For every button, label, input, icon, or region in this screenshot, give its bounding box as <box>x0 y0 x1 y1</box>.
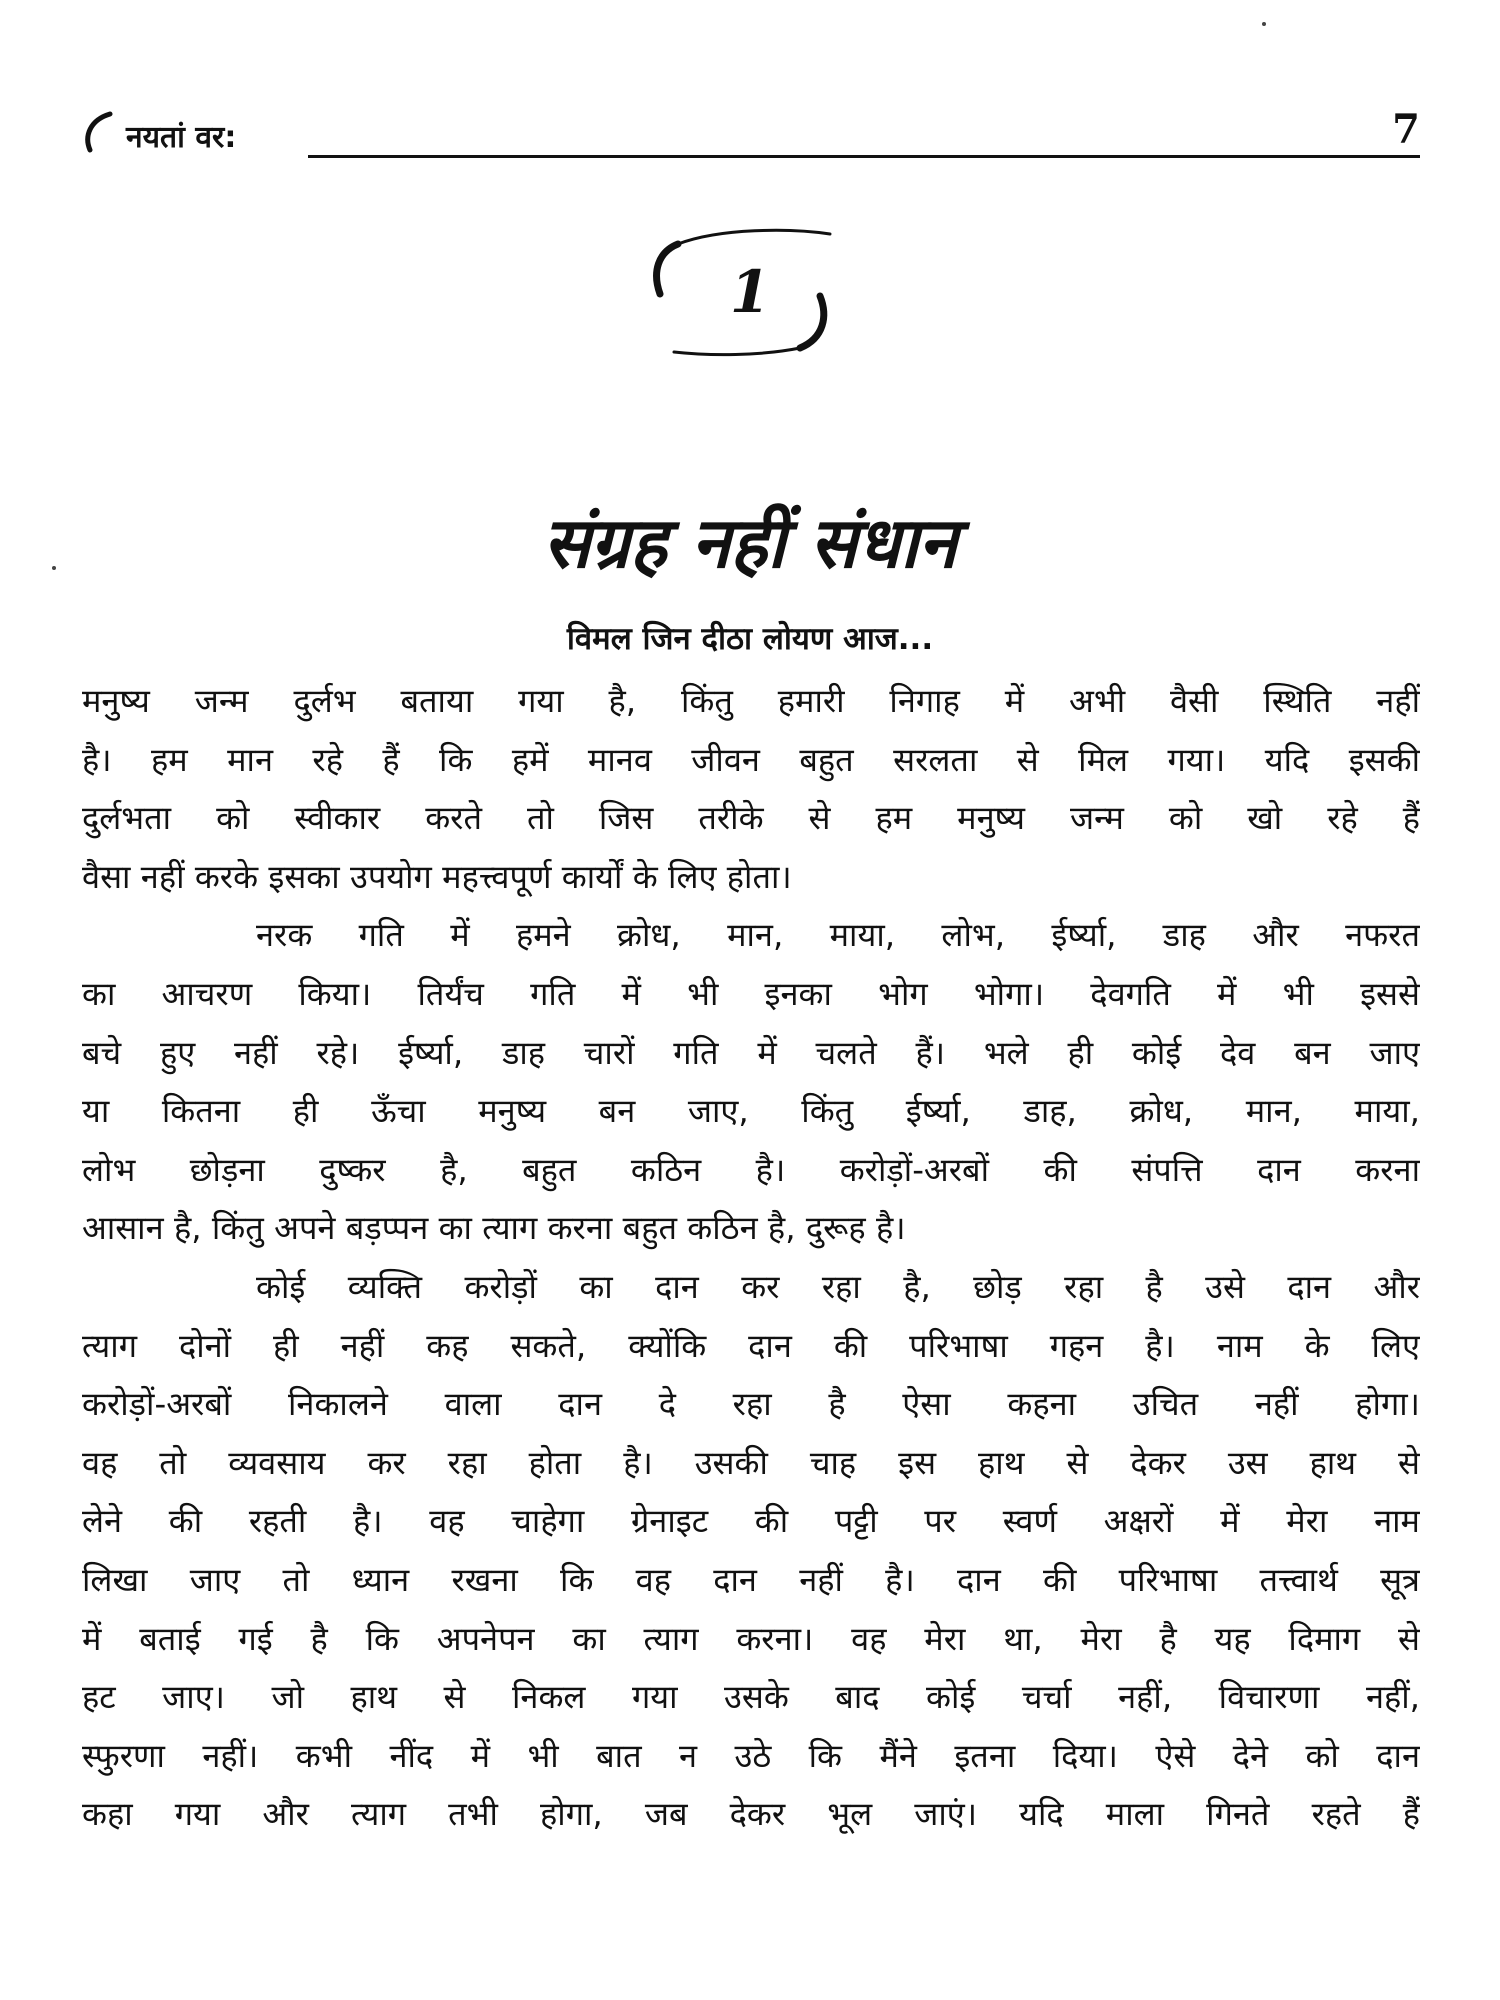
chapter-epigraph: विमल जिन दीठा लोयण आज... <box>566 621 934 657</box>
paragraph-1 <box>82 672 1420 906</box>
text-line: वैसा नहीं करके इसका उपयोग महत्त्वपूर्ण कार्यों के लिए होता। <box>82 857 792 896</box>
running-header-title: नयतां वर: <box>126 120 237 155</box>
text-line: स्फुरणा नहीं। कभी नींद में भी बात न उठे कि मैंने इतना दिया। ऐसे देने को दान <box>82 1736 1420 1775</box>
text-line: का आचरण किया। तिर्यंच गति में भी इनका भोग भोगा। देवगति में भी इससे <box>82 974 1420 1013</box>
text-line: लेने की रहती है। वह चाहेगा ग्रेनाइट की पट्टी पर स्वर्ण अक्षरों में मेरा नाम <box>82 1502 1420 1541</box>
paragraph-2 <box>82 906 1420 1258</box>
paragraph-3 <box>82 1258 1420 1844</box>
running-header <box>80 108 1420 164</box>
text-line: में बताई गई है कि अपनेपन का त्याग करना। वह मेरा था, मेरा है यह दिमाग से <box>82 1619 1420 1658</box>
text-line: बचे हुए नहीं रहे। ईर्ष्या, डाह चारों गति में चलते हैं। भले ही कोई देव बन जाए <box>82 1033 1420 1072</box>
scan-speck <box>1262 22 1266 26</box>
text-line: आसान है, किंतु अपने बड़प्पन का त्याग करना बहुत कठिन है, दुरूह है। <box>82 1209 906 1248</box>
chapter-number: 1 <box>729 258 771 326</box>
text-line: है। हम मान रहे हैं कि हमें मानव जीवन बहुत सरलता से मिल गया। यदि इसकी <box>82 740 1420 779</box>
text-line: लिखा जाए तो ध्यान रखना कि वह दान नहीं है। दान की परिभाषा तत्त्वार्थ सूत्र <box>82 1560 1420 1599</box>
text-line: नरक गति में हमने क्रोध, मान, माया, लोभ, ईर्ष्या, डाह और नफरत <box>256 916 1420 955</box>
page-number: 7 <box>1392 106 1420 153</box>
text-line: करोड़ों-अरबों निकालने वाला दान दे रहा है ऐसा कहना उचित नहीं होगा। <box>82 1385 1420 1424</box>
text-line: दुर्लभता को स्वीकार करते तो जिस तरीके से हम मनुष्य जन्म को खो रहे हैं <box>82 799 1420 838</box>
text-line: वह तो व्यवसाय कर रहा होता है। उसकी चाह इस हाथ से देकर उस हाथ से <box>82 1443 1420 1482</box>
text-line: त्याग दोनों ही नहीं कह सकते, क्योंकि दान की परिभाषा गहन है। नाम के लिए <box>82 1326 1420 1365</box>
scan-speck <box>52 566 56 570</box>
text-line: कोई व्यक्ति करोड़ों का दान कर रहा है, छोड़ रहा है उसे दान और <box>256 1267 1420 1306</box>
text-line: या कितना ही ऊँचा मनुष्य बन जाए, किंतु ईर्ष्या, डाह, क्रोध, मान, माया, <box>82 1092 1420 1131</box>
header-rule <box>308 155 1420 158</box>
chapter-number-ornament <box>630 220 870 370</box>
chapter-title: संग्रह नहीं संधान <box>542 501 958 584</box>
body-text <box>82 672 1420 1844</box>
text-line: मनुष्य जन्म दुर्लभ बताया गया है, किंतु हमारी निगाह में अभी वैसी स्थिति नहीं <box>82 682 1420 720</box>
text-line: लोभ छोड़ना दुष्कर है, बहुत कठिन है। करोड़ों-अरबों की संपत्ति दान करना <box>82 1150 1420 1189</box>
text-line: हट जाए। जो हाथ से निकल गया उसके बाद कोई चर्चा नहीं, विचारणा नहीं, <box>82 1678 1420 1717</box>
header-swash-ornament <box>80 110 120 154</box>
text-line: कहा गया और त्याग तभी होगा, जब देकर भूल जाएं। यदि माला गिनते रहते हैं <box>82 1795 1420 1834</box>
